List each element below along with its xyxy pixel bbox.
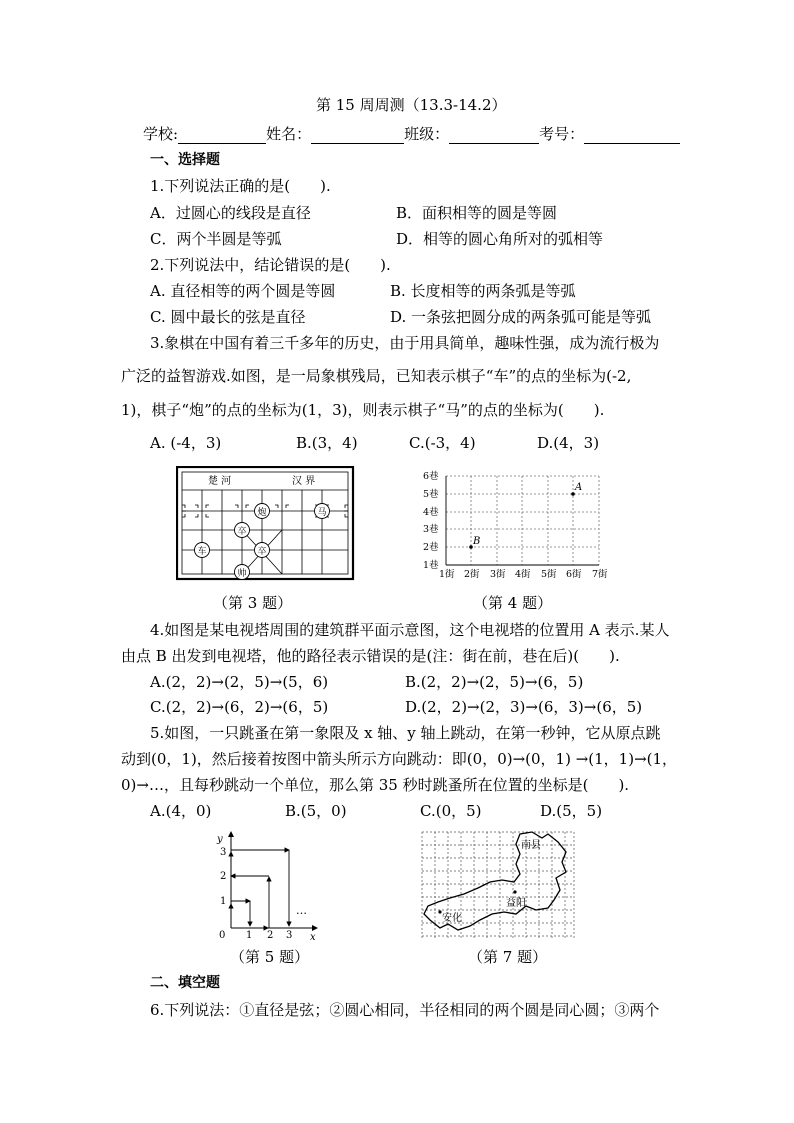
x-tick-3: 3 xyxy=(286,930,293,941)
origin-label: 0 xyxy=(219,930,226,941)
q2-option-c: C. 圆中最长的弦是直径 xyxy=(150,308,306,326)
svg-text:炮: 炮 xyxy=(257,508,267,518)
number-blank[interactable] xyxy=(584,127,680,144)
label-nanxian: 南县 xyxy=(521,840,541,851)
continuation-dots: … xyxy=(296,904,307,917)
q3-option-c: C.(-3，4) xyxy=(409,434,476,452)
y-label-5: 5巷 xyxy=(423,489,439,500)
q2-option-a: A. 直径相等的两个圆是等圆 xyxy=(150,282,336,300)
svg-text:卒: 卒 xyxy=(237,527,247,537)
svg-text:帅: 帅 xyxy=(237,569,247,579)
number-label: 考号： xyxy=(539,125,585,143)
figure-3-chessboard xyxy=(176,466,356,584)
section-choice-heading: 一、选择题 xyxy=(150,152,220,168)
school-blank[interactable] xyxy=(178,127,266,144)
q2-option-b: B. 长度相等的两条弧是等弧 xyxy=(390,282,576,300)
y-tick-1: 1 xyxy=(220,896,227,907)
piece-shuai xyxy=(235,565,250,580)
q3-line-3: 1)，棋子“炮”的点的坐标为(1，3)，则表示棋子“马”的点的坐标为( ). xyxy=(121,401,605,419)
figure-5-flea-path xyxy=(210,828,325,943)
name-label: 姓名： xyxy=(266,125,312,143)
y-label-1: 1巷 xyxy=(423,560,439,571)
y-tick-3: 3 xyxy=(220,847,227,858)
x-axis-label: x xyxy=(310,932,316,943)
school-label: 学校: xyxy=(143,125,179,143)
q3-option-a: A. (-4，3) xyxy=(150,434,222,452)
piece-zu xyxy=(235,523,250,538)
q6-line-1: 6.下列说法：①直径是弦；②圆心相同，半径相同的两个圆是同心圆；③两个 xyxy=(150,1001,660,1019)
figure-7-map xyxy=(420,828,576,943)
figure-3-caption: （第 3 题） xyxy=(213,594,293,612)
y-tick-2: 2 xyxy=(220,871,227,882)
class-label: 班级： xyxy=(404,125,450,143)
q5-line-3: 0)→…，且每秒跳动一个单位，那么第 35 秒时跳蚤所在位置的坐标是( ). xyxy=(121,776,630,794)
label-yiyang: 益阳 xyxy=(506,898,526,909)
point-b-label: B xyxy=(473,536,481,547)
q5-option-d: D.(5，5) xyxy=(540,802,603,820)
label-anhua: 安化 xyxy=(442,913,462,924)
q5-line-2: 动到(0，1)，然后接着按图中箭头所示方向跳动：即(0，0)→(0，1) →(1，1)→(1， xyxy=(121,750,678,768)
q4-line-2: 由点 B 出发到电视塔，他的路径表示错误的是(注：街在前，巷在后)( ). xyxy=(121,647,620,665)
q5-option-c: C.(0，5) xyxy=(420,802,482,820)
student-info-row xyxy=(143,124,680,144)
q1-stem: 1.下列说法正确的是( ). xyxy=(150,177,331,195)
q4-option-b: B.(2，2)→(2，5)→(6，5) xyxy=(405,673,584,691)
q3-line-1: 3.象棋在中国有着三千多年的历史，由于用具简单，趣味性强，成为流行极为 xyxy=(150,334,660,352)
section-fill-heading: 二、填空题 xyxy=(150,975,220,991)
q5-option-a: A.(4，0) xyxy=(150,802,212,820)
x-tick-1: 1 xyxy=(246,930,253,941)
y-label-6: 6巷 xyxy=(423,471,439,482)
y-axis-label: y xyxy=(217,834,223,845)
piece-pao xyxy=(255,504,270,519)
q1-option-a: A．过圆心的线段是直径 xyxy=(150,204,311,222)
q1-option-d: D．相等的圆心角所对的弧相等 xyxy=(396,230,604,248)
x-label-5: 5街 xyxy=(541,569,557,580)
svg-text:马: 马 xyxy=(317,508,327,518)
river-left-label: 楚 河 xyxy=(208,476,232,487)
figure-4-street-grid xyxy=(422,466,612,582)
figure-4-caption: （第 4 题） xyxy=(473,594,553,612)
q5-line-1: 5.如图，一只跳蚤在第一象限及 x 轴、y 轴上跳动，在第一秒钟，它从原点跳 xyxy=(150,724,661,742)
svg-text:卒: 卒 xyxy=(257,547,267,557)
y-label-3: 3巷 xyxy=(423,524,439,535)
name-blank[interactable] xyxy=(311,127,404,144)
figure-7-caption: （第 7 题） xyxy=(468,948,548,966)
q5-option-b: B.(5，0) xyxy=(285,802,347,820)
q1-option-b: B．面积相等的圆是等圆 xyxy=(396,204,558,222)
piece-zu-2 xyxy=(255,543,270,558)
x-label-7: 7街 xyxy=(592,569,608,580)
y-label-4: 4巷 xyxy=(423,507,439,518)
point-a-label: A xyxy=(575,482,583,493)
class-blank[interactable] xyxy=(449,127,539,144)
x-label-3: 3街 xyxy=(490,569,506,580)
y-label-2: 2巷 xyxy=(423,542,439,553)
q4-option-c: C.(2，2)→(6，2)→(6，5) xyxy=(150,698,329,716)
q3-option-d: D.(4，3) xyxy=(537,434,600,452)
x-label-2: 2街 xyxy=(464,569,480,580)
svg-text:车: 车 xyxy=(197,547,207,557)
figure-5-caption: （第 5 题） xyxy=(230,948,310,966)
q4-option-d: D.(2，2)→(2，3)→(6，3)→(6，5) xyxy=(405,698,643,716)
q3-line-2: 广泛的益智游戏.如图，是一局象棋残局，已知表示棋子“车”的点的坐标为(-2, xyxy=(121,367,632,385)
x-label-6: 6街 xyxy=(566,569,582,580)
q4-option-a: A.(2，2)→(2，5)→(5，6) xyxy=(150,673,329,691)
piece-ju xyxy=(195,543,210,558)
x-label-4: 4街 xyxy=(515,569,531,580)
river-right-label: 汉 界 xyxy=(292,476,316,487)
q2-stem: 2.下列说法中，结论错误的是( ). xyxy=(150,256,391,274)
yiyang-dot xyxy=(513,890,516,893)
q3-option-b: B.(3，4) xyxy=(296,434,358,452)
piece-ma xyxy=(315,504,330,519)
x-tick-2: 2 xyxy=(267,930,274,941)
q1-option-c: C．两个半圆是等弧 xyxy=(150,230,282,248)
page-title: 第 15 周周测（13.3-14.2） xyxy=(316,96,507,114)
q2-option-d: D. 一条弦把圆分成的两条弧可能是等弧 xyxy=(390,308,652,326)
x-label-1: 1街 xyxy=(439,569,455,580)
q4-line-1: 4.如图是某电视塔周围的建筑群平面示意图，这个电视塔的位置用 A 表示.某人 xyxy=(150,621,670,639)
